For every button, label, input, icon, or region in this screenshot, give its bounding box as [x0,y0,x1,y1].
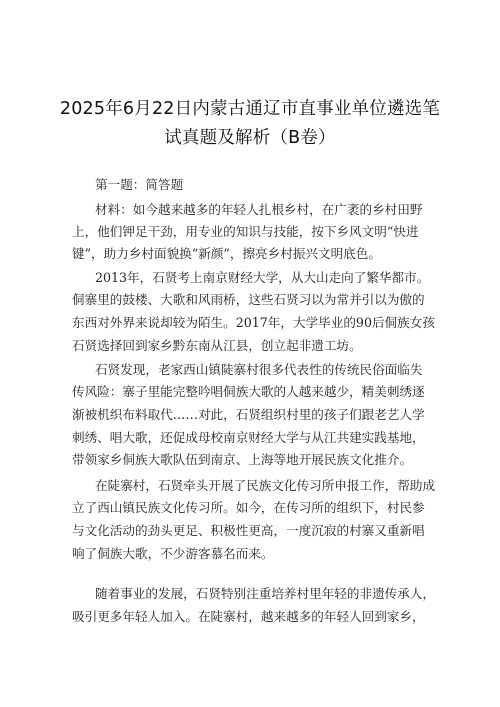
paragraph-line: 石贤发现，老家西山镇陡寨村很多代表性的传统民俗面临失 [95,362,423,377]
paragraph-line: 材料：如今越来越多的年轻人扎根乡村，在广袤的乡村田野 [95,202,423,217]
paragraph-line: 在陡寨村，石贤牵头开展了民族文化传习所申报工作，帮助成 [95,478,436,493]
paragraph-line: 渐被机织布料取代……对此，石贤组织村里的孩子们跟老艺人学 [72,407,425,422]
paragraph-line: 石贤选择回到家乡黔东南从江县，创立起非遗工坊。 [72,338,362,353]
paragraph-line: 响了侗族大歌，不少游客慕名而来。 [72,546,274,561]
paragraph-line: 2013年，石贤考上南京财经大学，从大山走向了繁华都市。 [95,270,430,285]
paragraph-line: 随着事业的发展，石贤特别注重培养村里年轻的非遗传承人， [95,586,436,601]
paragraph-line: 立了西山镇民族文化传习所。如今，在传习所的组织下，村民参 [72,500,425,515]
paragraph-line: 键”，助力乡村面貌换“新颜”，擦亮乡村振兴文明底色。 [72,246,381,261]
paragraph-line: 与文化活动的劲头更足、积极性更高，一度沉寂的村寨又重新唱 [72,523,425,538]
paragraph-line: 传风险：寨子里能完整吟唱侗族大歌的人越来越少，精美刺绣逐 [72,384,425,399]
paragraph-line: 刺绣、唱大歌，还促成母校南京财经大学与从江共建实践基地， [72,430,425,445]
paragraph-line: 吸引更多年轻人加入。在陡寨村，越来越多的年轻人回到家乡， [72,609,425,624]
document-title-line-1: 2025年6月22日内蒙古通辽市直事业单位遴选笔 [59,99,441,119]
paragraph-line: 带领家乡侗族大歌队伍到南京、上海等地开展民族文化推介。 [72,452,413,467]
paragraph-line: 侗寨里的鼓楼、大歌和风雨桥，这些石贤习以为常并引以为傲的 [72,292,425,307]
paragraph-line: 东西对外界来说却较为陌生。2017年，大学毕业的90后侗族女孩 [72,315,435,330]
paragraph-line: 上，他们钾足干劲，用专业的知识与技能，按下乡风文明“快进 [72,224,419,239]
section-heading: 第一题：简答题 [95,177,184,192]
document-title-line-2: 试真题及解析（B卷） [164,128,336,148]
